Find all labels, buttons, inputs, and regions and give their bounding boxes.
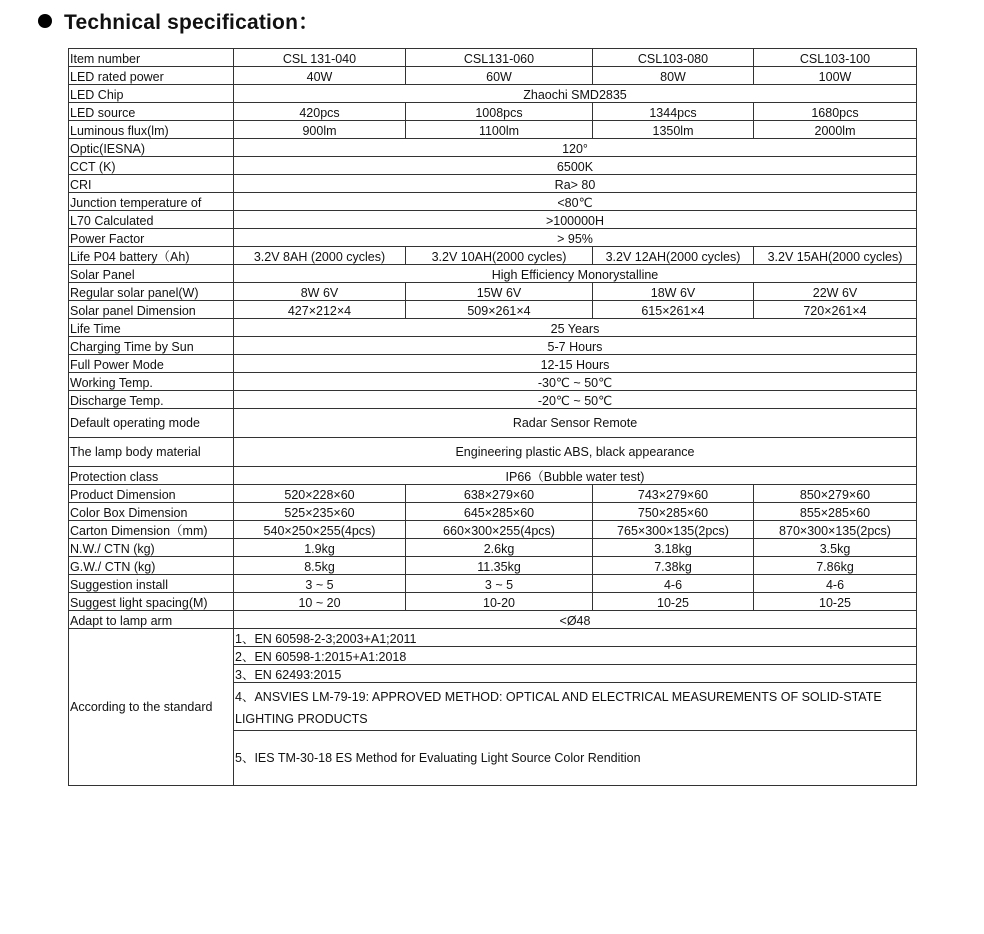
cell-value: 2.6kg xyxy=(406,539,593,557)
row-label: CCT (K) xyxy=(69,157,234,175)
table-row xyxy=(69,175,917,193)
row-label: Solar panel Dimension xyxy=(69,301,234,319)
row-label: Solar Panel xyxy=(69,265,234,283)
merged-value: 25 Years xyxy=(234,319,917,337)
merged-value: -20℃ ~ 50℃ xyxy=(234,391,917,409)
row-label: Default operating mode xyxy=(69,409,234,438)
cell-value: 100W xyxy=(754,67,917,85)
row-label: Optic(IESNA) xyxy=(69,139,234,157)
table-row xyxy=(69,355,917,373)
table-row xyxy=(69,611,917,629)
cell-value: 2000lm xyxy=(754,121,917,139)
cell-value: 870×300×135(2pcs) xyxy=(754,521,917,539)
table-row xyxy=(69,229,917,247)
table-row xyxy=(69,593,917,611)
cell-value: 850×279×60 xyxy=(754,485,917,503)
row-label: Life P04 battery（Ah) xyxy=(69,247,234,265)
section-heading xyxy=(38,6,319,36)
table-row xyxy=(69,67,917,85)
row-label: LED source xyxy=(69,103,234,121)
row-label: LED rated power xyxy=(69,67,234,85)
table-row xyxy=(69,373,917,391)
row-label: LED Chip xyxy=(69,85,234,103)
cell-value: 7.86kg xyxy=(754,557,917,575)
merged-value: 12-15 Hours xyxy=(234,355,917,373)
merged-value: >100000H xyxy=(234,211,917,229)
table-row xyxy=(69,409,917,438)
cell-value: 8W 6V xyxy=(234,283,406,301)
standard-item: 1、EN 60598-2-3;2003+A1;2011 xyxy=(234,629,917,647)
row-label: Regular solar panel(W) xyxy=(69,283,234,301)
table-row xyxy=(69,247,917,265)
row-label: Working Temp. xyxy=(69,373,234,391)
table-row xyxy=(69,103,917,121)
table-row xyxy=(69,283,917,301)
column-header: CSL 131-040 xyxy=(234,49,406,67)
cell-value: 8.5kg xyxy=(234,557,406,575)
cell-value: 80W xyxy=(593,67,754,85)
cell-value: 40W xyxy=(234,67,406,85)
cell-value: 3.5kg xyxy=(754,539,917,557)
standard-item: 2、EN 60598-1:2015+A1:2018 xyxy=(234,647,917,665)
row-label: Power Factor xyxy=(69,229,234,247)
cell-value: 10-25 xyxy=(593,593,754,611)
table-row xyxy=(69,139,917,157)
standard-row xyxy=(69,629,917,647)
table-row xyxy=(69,121,917,139)
cell-value: 660×300×255(4pcs) xyxy=(406,521,593,539)
table-row xyxy=(69,301,917,319)
table-row xyxy=(69,265,917,283)
cell-value: 1344pcs xyxy=(593,103,754,121)
cell-value: 10-25 xyxy=(754,593,917,611)
standard-item: 4、ANSVIES LM-79-19: APPROVED METHOD: OPTICAL AND ELECTRICAL MEASUREMENTS OF SOLID-STATE LIGHTING PRODUCTS xyxy=(234,683,917,731)
column-header: CSL131-060 xyxy=(406,49,593,67)
standard-item: 3、EN 62493:2015 xyxy=(234,665,917,683)
merged-value: Engineering plastic ABS, black appearance xyxy=(234,438,917,467)
cell-value: 720×261×4 xyxy=(754,301,917,319)
row-label: G.W./ CTN (kg) xyxy=(69,557,234,575)
header-row xyxy=(69,49,917,67)
table-row xyxy=(69,85,917,103)
row-label: Full Power Mode xyxy=(69,355,234,373)
cell-value: 3.2V 15AH(2000 cycles) xyxy=(754,247,917,265)
row-label: Carton Dimension（mm) xyxy=(69,521,234,539)
table-row xyxy=(69,575,917,593)
cell-value: 900lm xyxy=(234,121,406,139)
merged-value: 120° xyxy=(234,139,917,157)
row-label: Suggestion install xyxy=(69,575,234,593)
cell-value: 1680pcs xyxy=(754,103,917,121)
table-row xyxy=(69,539,917,557)
cell-value: 1.9kg xyxy=(234,539,406,557)
merged-value: Ra> 80 xyxy=(234,175,917,193)
merged-value: > 95% xyxy=(234,229,917,247)
table-row xyxy=(69,521,917,539)
merged-value: <80℃ xyxy=(234,193,917,211)
cell-value: 750×285×60 xyxy=(593,503,754,521)
cell-value: 525×235×60 xyxy=(234,503,406,521)
row-label: Color Box Dimension xyxy=(69,503,234,521)
cell-value: 743×279×60 xyxy=(593,485,754,503)
merged-value: 5-7 Hours xyxy=(234,337,917,355)
table-row xyxy=(69,211,917,229)
cell-value: 7.38kg xyxy=(593,557,754,575)
cell-value: 4-6 xyxy=(754,575,917,593)
merged-value: 6500K xyxy=(234,157,917,175)
section-title: Technical specification： xyxy=(64,11,320,34)
cell-value: 11.35kg xyxy=(406,557,593,575)
cell-value: 420pcs xyxy=(234,103,406,121)
cell-value: 3 ~ 5 xyxy=(234,575,406,593)
cell-value: 1350lm xyxy=(593,121,754,139)
row-label: Suggest light spacing(M) xyxy=(69,593,234,611)
row-label: L70 Calculated xyxy=(69,211,234,229)
merged-value: High Efficiency Monorystalline xyxy=(234,265,917,283)
cell-value: 520×228×60 xyxy=(234,485,406,503)
table-row xyxy=(69,557,917,575)
table-row xyxy=(69,438,917,467)
row-label: The lamp body material xyxy=(69,438,234,467)
column-header: CSL103-080 xyxy=(593,49,754,67)
table-row xyxy=(69,157,917,175)
standard-item: 5、IES TM-30-18 ES Method for Evaluating Light Source Color Rendition xyxy=(234,731,917,786)
row-label: Protection class xyxy=(69,467,234,485)
row-label: Adapt to lamp arm xyxy=(69,611,234,629)
column-header: Item number xyxy=(69,49,234,67)
row-label: Junction temperature of xyxy=(69,193,234,211)
merged-value: -30℃ ~ 50℃ xyxy=(234,373,917,391)
row-label: Luminous flux(lm) xyxy=(69,121,234,139)
cell-value: 645×285×60 xyxy=(406,503,593,521)
row-label: Charging Time by Sun xyxy=(69,337,234,355)
cell-value: 3.18kg xyxy=(593,539,754,557)
cell-value: 427×212×4 xyxy=(234,301,406,319)
cell-value: 765×300×135(2pcs) xyxy=(593,521,754,539)
cell-value: 540×250×255(4pcs) xyxy=(234,521,406,539)
cell-value: 60W xyxy=(406,67,593,85)
merged-value: Zhaochi SMD2835 xyxy=(234,85,917,103)
cell-value: 22W 6V xyxy=(754,283,917,301)
cell-value: 855×285×60 xyxy=(754,503,917,521)
table-row xyxy=(69,503,917,521)
cell-value: 638×279×60 xyxy=(406,485,593,503)
row-label: Discharge Temp. xyxy=(69,391,234,409)
merged-value: <Ø48 xyxy=(234,611,917,629)
row-label: N.W./ CTN (kg) xyxy=(69,539,234,557)
cell-value: 10-20 xyxy=(406,593,593,611)
column-header: CSL103-100 xyxy=(754,49,917,67)
cell-value: 15W 6V xyxy=(406,283,593,301)
table-row xyxy=(69,193,917,211)
table-row xyxy=(69,485,917,503)
cell-value: 509×261×4 xyxy=(406,301,593,319)
cell-value: 4-6 xyxy=(593,575,754,593)
merged-value: IP66（Bubble water test) xyxy=(234,467,917,485)
row-label: Product Dimension xyxy=(69,485,234,503)
cell-value: 3 ~ 5 xyxy=(406,575,593,593)
standard-label: According to the standard xyxy=(69,629,234,786)
cell-value: 10 ~ 20 xyxy=(234,593,406,611)
row-label: CRI xyxy=(69,175,234,193)
bullet-icon xyxy=(38,14,52,28)
table-row xyxy=(69,337,917,355)
cell-value: 18W 6V xyxy=(593,283,754,301)
table-row xyxy=(69,319,917,337)
table-row xyxy=(69,391,917,409)
row-label: Life Time xyxy=(69,319,234,337)
cell-value: 1008pcs xyxy=(406,103,593,121)
spec-table xyxy=(68,48,917,786)
cell-value: 3.2V 8AH (2000 cycles) xyxy=(234,247,406,265)
cell-value: 1100lm xyxy=(406,121,593,139)
merged-value: Radar Sensor Remote xyxy=(234,409,917,438)
cell-value: 3.2V 10AH(2000 cycles) xyxy=(406,247,593,265)
table-row xyxy=(69,467,917,485)
cell-value: 3.2V 12AH(2000 cycles) xyxy=(593,247,754,265)
cell-value: 615×261×4 xyxy=(593,301,754,319)
